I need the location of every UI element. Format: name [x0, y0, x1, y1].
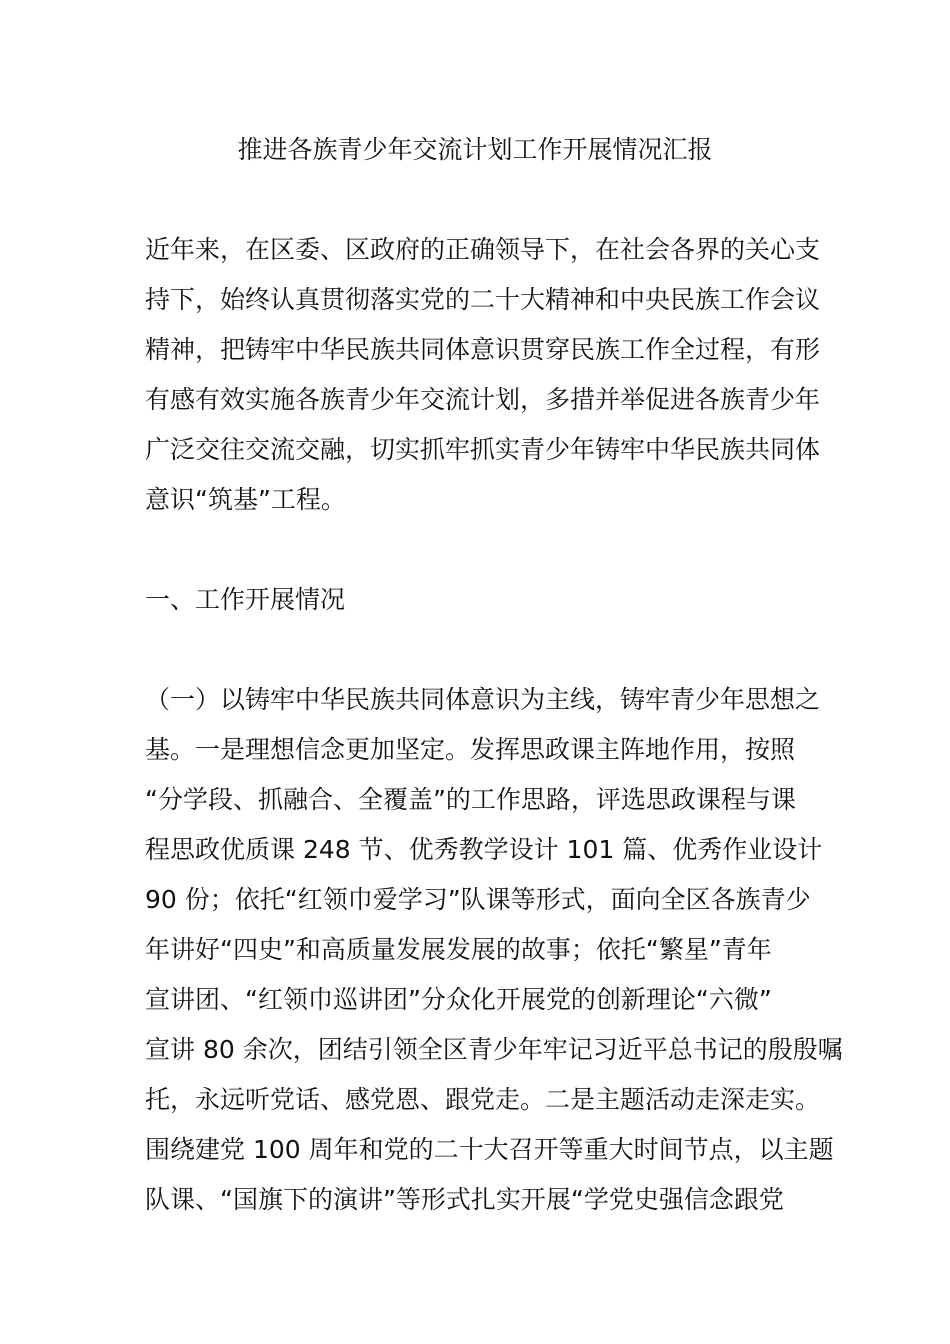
section-line-5: 90 份；依托“红领巾爱学习”队课等形式，面向全区各族青少: [145, 885, 811, 914]
intro-line-2: 持下，始终认真贯彻落实党的二十大精神和中央民族工作会议: [145, 285, 821, 314]
section-line-8: 宣讲 80 余次，团结引领全区青少年牢记习近平总书记的殷殷嘱: [145, 1035, 843, 1064]
section-line-4: 程思政优质课 248 节、优秀教学设计 101 篇、优秀作业设计: [145, 835, 823, 864]
intro-line-6: 意识“筑基”工程。: [145, 485, 346, 514]
intro-line-5: 广泛交往交流交融，切实抓牢抓实青少年铸牢中华民族共同体: [145, 435, 821, 464]
intro-line-3: 精神，把铸牢中华民族共同体意识贯穿民族工作全过程，有形: [145, 335, 821, 364]
section-line-2: 基。一是理想信念更加坚定。发挥思政课主阵地作用，按照: [145, 735, 796, 764]
section-line-9: 托，永远听党话、感党恩、跟党走。二是主题活动走深走实。: [145, 1085, 821, 1114]
section-line-7: 宣讲团、“红领巾巡讲团”分众化开展党的创新理论“六微”: [145, 985, 772, 1014]
section-heading: 一、工作开展情况: [145, 585, 346, 614]
document-title: 推进各族青少年交流计划工作开展情况汇报: [237, 135, 713, 164]
section-line-11: 队课、“国旗下的演讲”等形式扎实开展“学党史强信念跟党: [145, 1185, 784, 1214]
section-line-6: 年讲好“四史”和高质量发展发展的故事；依托“繁星”青年: [145, 935, 772, 964]
intro-line-1: 近年来，在区委、区政府的正确领导下，在社会各界的关心支: [145, 235, 821, 264]
intro-line-4: 有感有效实施各族青少年交流计划，多措并举促进各族青少年: [145, 385, 821, 414]
section-line-10: 围绕建党 100 周年和党的二十大召开等重大时间节点，以主题: [145, 1135, 834, 1164]
section-line-3: “分学段、抓融合、全覆盖”的工作思路，评选思政课程与课: [145, 785, 796, 814]
section-line-1: （一）以铸牢中华民族共同体意识为主线，铸牢青少年思想之: [145, 685, 821, 714]
